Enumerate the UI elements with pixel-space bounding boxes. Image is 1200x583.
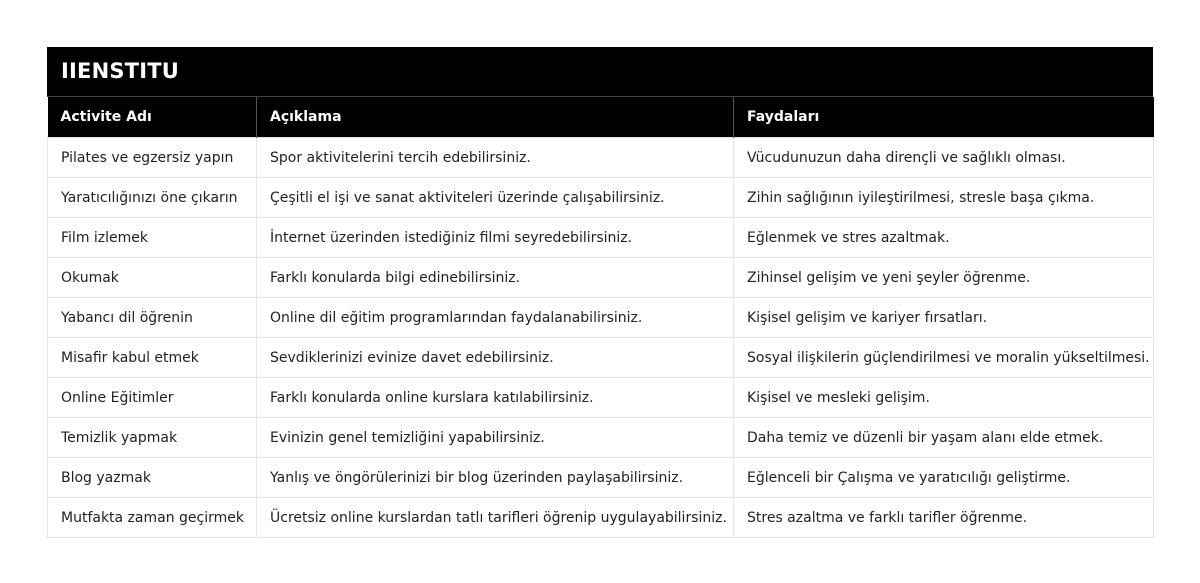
cell-activity: Online Eğitimler bbox=[48, 378, 257, 418]
header-description: Açıklama bbox=[257, 97, 734, 138]
table-row bbox=[48, 498, 1154, 538]
table-row bbox=[48, 258, 1154, 298]
cell-benefit: Kişisel gelişim ve kariyer fırsatları. bbox=[734, 298, 1154, 338]
cell-activity: Pilates ve egzersiz yapın bbox=[48, 138, 257, 178]
table-row bbox=[48, 298, 1154, 338]
brand-title: IIENSTITU bbox=[47, 47, 1153, 97]
table-row bbox=[48, 458, 1154, 498]
cell-description: Ücretsiz online kurslardan tatlı tarifleri öğrenip uygulayabilirsiniz. bbox=[257, 498, 734, 538]
cell-activity: Mutfakta zaman geçirmek bbox=[48, 498, 257, 538]
cell-benefit: Zihin sağlığının iyileştirilmesi, stresle başa çıkma. bbox=[734, 178, 1154, 218]
table-row bbox=[48, 378, 1154, 418]
cell-benefit: Eğlenceli bir Çalışma ve yaratıcılığı geliştirme. bbox=[734, 458, 1154, 498]
activities-table bbox=[47, 97, 1154, 538]
table-row bbox=[48, 218, 1154, 258]
cell-benefit: Daha temiz ve düzenli bir yaşam alanı elde etmek. bbox=[734, 418, 1154, 458]
cell-benefit: Zihinsel gelişim ve yeni şeyler öğrenme. bbox=[734, 258, 1154, 298]
header-activity-name: Activite Adı bbox=[48, 97, 257, 138]
cell-description: Spor aktivitelerini tercih edebilirsiniz. bbox=[257, 138, 734, 178]
table-row bbox=[48, 178, 1154, 218]
cell-description: Çeşitli el işi ve sanat aktiviteleri üzerinde çalışabilirsiniz. bbox=[257, 178, 734, 218]
cell-activity: Yabancı dil öğrenin bbox=[48, 298, 257, 338]
cell-activity: Yaratıcılığınızı öne çıkarın bbox=[48, 178, 257, 218]
cell-benefit: Eğlenmek ve stres azaltmak. bbox=[734, 218, 1154, 258]
cell-description: Evinizin genel temizliğini yapabilirsiniz. bbox=[257, 418, 734, 458]
cell-description: İnternet üzerinden istediğiniz filmi seyredebilirsiniz. bbox=[257, 218, 734, 258]
cell-benefit: Kişisel ve mesleki gelişim. bbox=[734, 378, 1154, 418]
table-row bbox=[48, 338, 1154, 378]
header-benefits: Faydaları bbox=[734, 97, 1154, 138]
cell-description: Online dil eğitim programlarından faydalanabilirsiniz. bbox=[257, 298, 734, 338]
cell-activity: Misafir kabul etmek bbox=[48, 338, 257, 378]
table-row bbox=[48, 138, 1154, 178]
cell-description: Farklı konularda online kurslara katılabilirsiniz. bbox=[257, 378, 734, 418]
cell-activity: Blog yazmak bbox=[48, 458, 257, 498]
table-header-row bbox=[48, 97, 1154, 138]
cell-activity: Film izlemek bbox=[48, 218, 257, 258]
cell-benefit: Sosyal ilişkilerin güçlendirilmesi ve moralin yükseltilmesi. bbox=[734, 338, 1154, 378]
cell-description: Farklı konularda bilgi edinebilirsiniz. bbox=[257, 258, 734, 298]
cell-description: Sevdiklerinizi evinize davet edebilirsiniz. bbox=[257, 338, 734, 378]
table-row bbox=[48, 418, 1154, 458]
cell-benefit: Stres azaltma ve farklı tarifler öğrenme. bbox=[734, 498, 1154, 538]
activities-table-card bbox=[47, 47, 1153, 538]
cell-activity: Okumak bbox=[48, 258, 257, 298]
cell-description: Yanlış ve öngörülerinizi bir blog üzerinden paylaşabilirsiniz. bbox=[257, 458, 734, 498]
cell-activity: Temizlik yapmak bbox=[48, 418, 257, 458]
cell-benefit: Vücudunuzun daha dirençli ve sağlıklı olması. bbox=[734, 138, 1154, 178]
